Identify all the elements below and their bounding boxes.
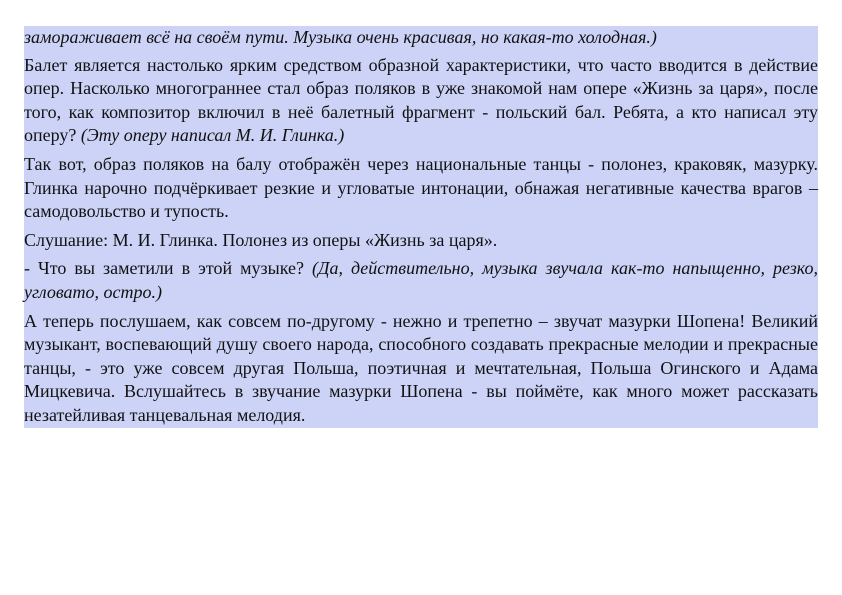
paragraph-2-text: Балет является настолько ярким средством образной характеристики, что часто вводится в действие опер. Насколько многограннее стал образ поляков в уже знакомой нам опере «Жизнь за царя», после того, как композитор включил в неё балетный фрагмент - польский бал. Ребята, а кто написал эту оперу?	[24, 54, 818, 146]
paragraph-2	[24, 54, 818, 148]
paragraph-6	[24, 310, 818, 428]
paragraph-5-italic: (Да, действительно, музыка звучала как-то напыщенно, резко, угловато, остро.)	[24, 258, 818, 302]
paragraph-2-italic: (Эту оперу написал М. И. Глинка.)	[80, 125, 345, 146]
paragraph-5-text: - Что вы заметили в этой музыке?	[24, 258, 312, 279]
paragraph-4-text: Слушание: М. И. Глинка. Полонез из оперы «Жизнь за царя».	[24, 229, 498, 250]
paragraph-4	[24, 229, 818, 253]
text-block	[24, 26, 818, 428]
paragraph-1-italic: замораживает всё на своём пути. Музыка очень красивая, но какая-то холодная.)	[24, 27, 657, 47]
paragraph-6-text: А теперь послушаем, как совсем по-другому - нежно и трепетно – звучат мазурки Шопена! Великий музыкант, воспевающий душу своего народа, способного создавать прекрасные мелодии и прекрасные танцы, - это уже совсем другая Польша, поэтичная и мечтательная, Польша Огинского и Адама Мицкевича. Вслушайтесь в звучание мазурки Шопена - вы поймёте, как много может рассказать незатейливая танцевальная мелодия.	[24, 310, 818, 425]
paragraph-1	[24, 26, 818, 50]
paragraph-3-text: Так вот, образ поляков на балу отображён через национальные танцы - полонез, краковяк, мазурку. Глинка нарочно подчёркивает резкие и угловатые интонации, обнажая негативные качества врагов – самодовольство и тупость.	[24, 153, 818, 222]
paragraph-5	[24, 257, 818, 304]
paragraph-3	[24, 153, 818, 224]
